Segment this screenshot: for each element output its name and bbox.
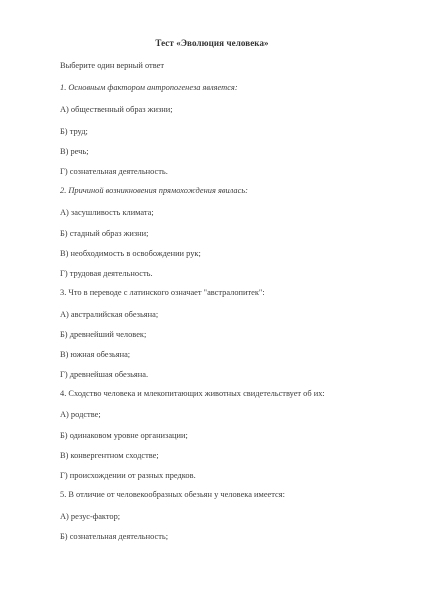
answer-4a: А) родстве; — [60, 410, 101, 419]
answer-5a: А) резус-фактор; — [60, 512, 121, 521]
answer-1b: Б) труд; — [60, 127, 88, 136]
answer-5b: Б) сознательная деятельность; — [60, 532, 169, 541]
answer-2b: Б) стадный образ жизни; — [60, 229, 149, 238]
answer-1d: Г) сознательная деятельность. — [60, 167, 168, 176]
answer-2c: В) необходимость в освобождении рук; — [60, 249, 201, 258]
answer-3c: В) южная обезьяна; — [60, 350, 131, 359]
question-1: 1. Основным фактором антропогенеза является: — [60, 83, 238, 92]
answer-3a: А) австралийская обезьяна; — [60, 310, 159, 319]
instruction-line: Выберите один верный ответ — [60, 61, 164, 70]
page-title: Тест «Эволюция человека» — [155, 38, 269, 48]
answer-3d: Г) древнейшая обезьяна. — [60, 370, 149, 379]
question-5: 5. В отличие от человекообразных обезьян у человека имеется: — [60, 490, 285, 499]
answer-4b: Б) одинаковом уровне организации; — [60, 431, 188, 440]
answer-2d: Г) трудовая деятельность. — [60, 269, 153, 278]
question-3: 3. Что в переводе с латинского означает "австралопитек": — [60, 288, 265, 297]
answer-3b: Б) древнейший человек; — [60, 330, 147, 339]
question-2: 2. Причиной возникновения прямохождения явилась: — [60, 186, 248, 195]
answer-4d: Г) происхождении от разных предков. — [60, 471, 196, 480]
answer-2a: А) засушливость климата; — [60, 208, 154, 217]
answer-1a: А) общественный образ жизни; — [60, 105, 173, 114]
answer-1c: В) речь; — [60, 147, 89, 156]
question-4: 4. Сходство человека и млекопитающих животных свидетельствует об их: — [60, 389, 325, 398]
answer-4c: В) конвергентном сходстве; — [60, 451, 159, 460]
